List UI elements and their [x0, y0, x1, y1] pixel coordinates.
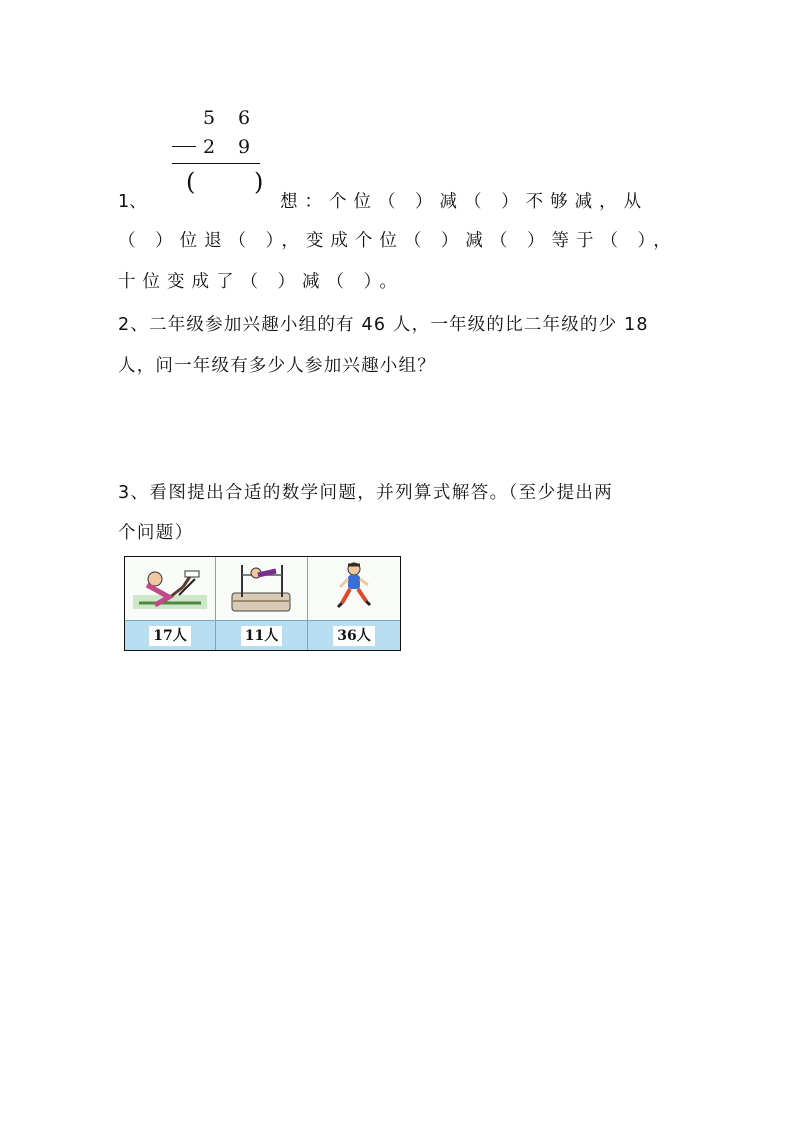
problem3-line2: 个问题） [118, 523, 194, 543]
count-label-high-jump: 11人 [241, 626, 282, 646]
cell-high-jump [216, 557, 307, 620]
problem1-line3: 十位变成了（ ）减（ ）。 [118, 272, 404, 292]
sum-rule [172, 163, 260, 164]
subtrahend-ones: 9 [238, 136, 251, 158]
high-jump-icon [216, 557, 307, 620]
result-paren-open: ( [186, 168, 196, 196]
count-label-hurdle: 17人 [149, 626, 190, 646]
label-cell-1 [125, 621, 215, 650]
result-paren-close: ) [254, 168, 264, 196]
count-label-running: 36人 [333, 626, 374, 646]
cell-running [308, 557, 400, 620]
problem1-number: 1、 [118, 192, 147, 212]
subtrahend-tens: 2 [203, 136, 216, 158]
cell-hurdle [125, 557, 215, 620]
minus-sign [172, 146, 196, 147]
problem1-line2: （ ）位退（ ），变成个位（ ）减（ ）等于（ ）， [118, 231, 678, 251]
label-cell-2 [216, 621, 307, 650]
hurdle-jump-icon [125, 557, 215, 620]
problem2-line1: 2、二年级参加兴趣小组的有 46 人，一年级的比二年级的少 18 [118, 315, 649, 335]
problem2-line2: 人，问一年级有多少人参加兴趣小组？ [118, 356, 436, 376]
label-cell-3 [308, 621, 400, 650]
minuend-ones: 6 [238, 107, 251, 129]
problem3-line1: 3、看图提出合适的数学问题，并列算式解答。（至少提出两 [118, 483, 614, 503]
minuend-tens: 5 [203, 107, 216, 129]
problem1-line1: 想：个位（ ）减（ ）不够减，从 [280, 192, 649, 212]
running-boy-icon [308, 557, 400, 620]
sports-picture-table [124, 556, 401, 651]
